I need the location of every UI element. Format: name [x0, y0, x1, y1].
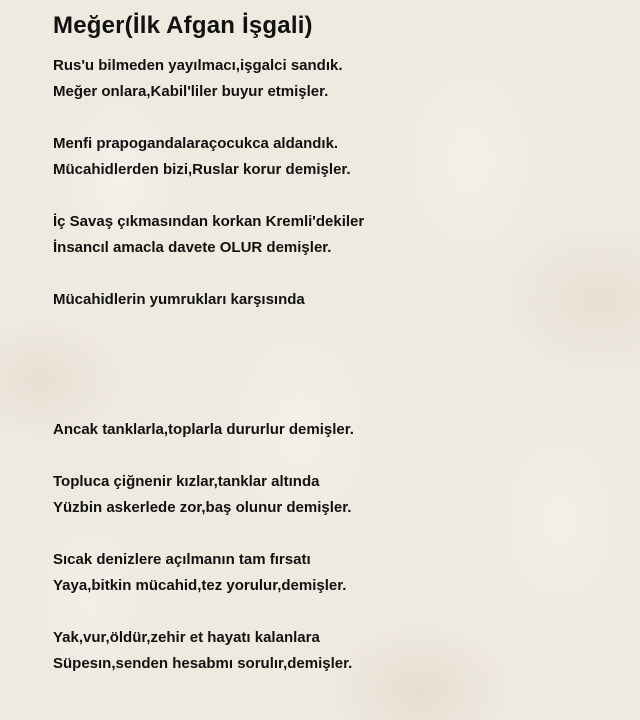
poem-line: Yüzbin askerlede zor,baş olunur demişler.: [53, 499, 352, 516]
poem-line: [53, 521, 640, 547]
poem-line: Sıcak denizlere açılmanın tam fırsatı: [53, 551, 311, 568]
poem-line: [53, 313, 640, 339]
poem-line: Süpesın,senden hesabmı sorulır,demişler.: [53, 655, 353, 672]
poem-line: Meğer onlara,Kabil'liler buyur etmişler.: [53, 83, 329, 100]
poem-line: Rus'u bilmeden yayılmacı,işgalci sandık.: [53, 57, 343, 74]
poem-line: İnsancıl amacla davete OLUR demişler.: [53, 239, 332, 256]
poem-title: Meğer(İlk Afgan İşgali): [53, 12, 313, 39]
poem-line: [53, 261, 640, 287]
poem-line: [53, 391, 640, 417]
poem-line: Yak,vur,öldür,zehir et hayatı kalanlara: [53, 629, 320, 646]
poem-line: Menfi prapogandalaraçocukca aldandık.: [53, 135, 339, 152]
poem-body: [53, 53, 640, 677]
poem-line: Mücahidlerden bizi,Ruslar korur demişler.: [53, 161, 351, 178]
poem-line: Mücahidlerin yumrukları karşısında: [53, 291, 305, 308]
poem-line: [53, 339, 640, 365]
poem-line: [53, 105, 640, 131]
poem-line: [53, 599, 640, 625]
poem-line: [53, 443, 640, 469]
poem-line: Yaya,bitkin mücahid,tez yorulur,demişler.: [53, 577, 347, 594]
poem-line: İç Savaş çıkmasından korkan Kremli'dekiler: [53, 213, 365, 230]
poem-line: Topluca çiğnenir kızlar,tanklar altında: [53, 473, 320, 490]
poem-line: [53, 183, 640, 209]
poem-line: Ancak tanklarla,toplarla dururlur demişler.: [53, 421, 354, 438]
poem-line: [53, 365, 640, 391]
